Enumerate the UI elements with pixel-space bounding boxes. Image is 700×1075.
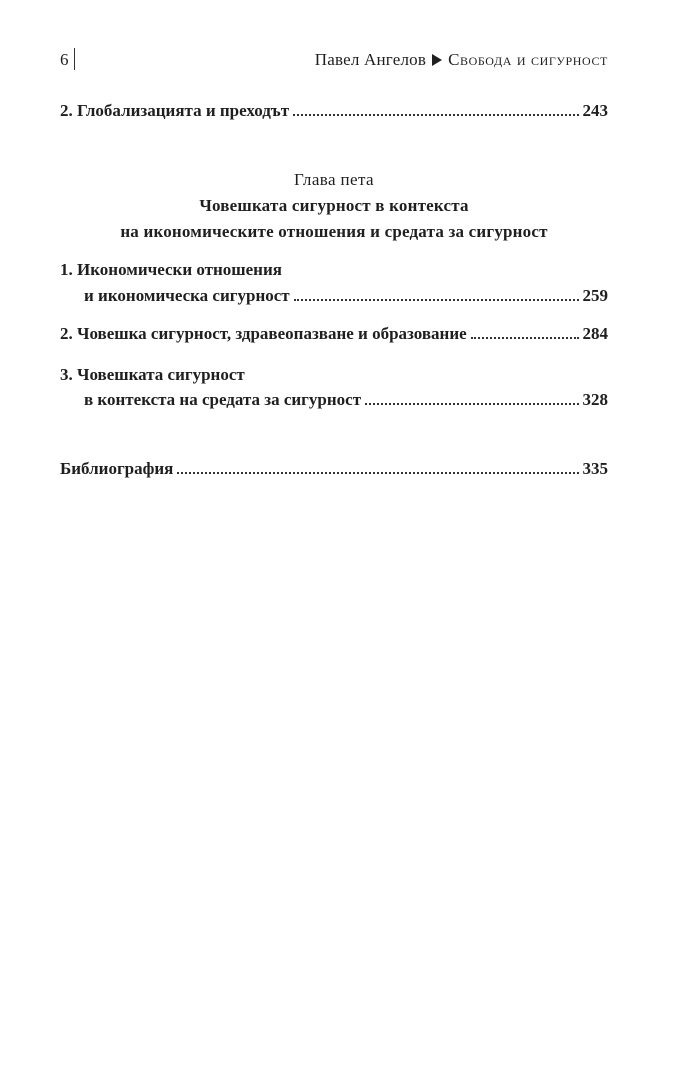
header-book-title: Свобода и сигурност [448, 50, 608, 69]
toc-entry-text: 2. Глобализацията и преходът [60, 101, 290, 120]
header-author: Павел Ангелов [314, 50, 427, 69]
toc-entry-text: Библиография [60, 459, 174, 478]
dot-leader [293, 113, 578, 116]
header-divider [74, 48, 75, 70]
toc-entry-3[interactable] [84, 389, 608, 411]
chapter-label: Глава пета [293, 170, 374, 189]
toc-entry-text: и икономическа сигурност [84, 286, 290, 305]
running-header [60, 48, 608, 72]
chapter-title-line-2: на икономическите отношения и средата за сигурност [120, 222, 548, 241]
toc-entry-text: 2. Човешка сигурност, здравеопазване и образование [60, 324, 467, 343]
header-right [315, 50, 608, 70]
page-number: 6 [60, 50, 69, 69]
toc-entry-bibliography[interactable] [60, 458, 608, 480]
toc-entry-3-line-1[interactable]: 3. Човешката сигурност [60, 365, 245, 384]
toc-entry-page: 328 [582, 390, 608, 409]
toc-entry-page: 335 [582, 459, 608, 478]
toc-entry-text: в контекста на средата за сигурност [84, 390, 362, 409]
toc-entry-page: 243 [582, 101, 608, 120]
dot-leader [365, 402, 578, 405]
dot-leader [471, 336, 579, 339]
toc-entry-2[interactable] [60, 323, 608, 345]
dot-leader [177, 471, 578, 474]
toc-entry-page: 284 [582, 324, 608, 343]
triangle-arrow-icon [432, 54, 442, 66]
toc-entry-1-line-1[interactable]: 1. Икономически отношения [60, 260, 282, 279]
toc-entry-page: 259 [582, 286, 608, 305]
toc-entry-1[interactable] [84, 285, 608, 307]
dot-leader [294, 298, 579, 301]
chapter-title-line-1: Човешката сигурност в контекста [199, 196, 469, 215]
toc-entry-globalization[interactable] [60, 100, 608, 122]
